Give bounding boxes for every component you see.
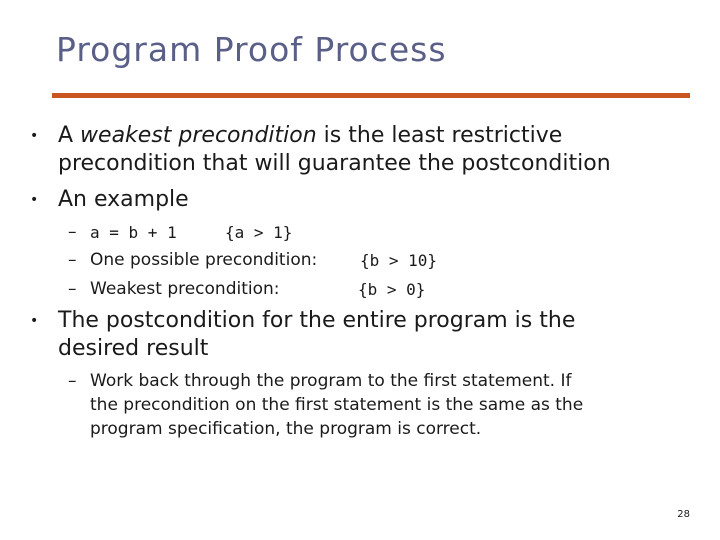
bullet-icon: • <box>30 313 39 329</box>
bullet-icon: • <box>30 128 39 144</box>
weakest-label: Weakest precondition: <box>90 279 280 299</box>
bullet1-emphasis: weakest precondition <box>80 123 317 148</box>
possible-value: {b > 10} <box>360 251 438 270</box>
title-divider <box>52 93 690 98</box>
example-code <box>90 218 293 248</box>
sub3-line1: Work back through the program to the first statement. If <box>90 371 572 391</box>
dash-icon: – <box>68 279 77 299</box>
dash-icon: – <box>68 371 77 391</box>
possible-label: One possible precondition: <box>90 250 318 270</box>
bullet1-pre: A <box>58 123 81 148</box>
bullet3-line1: The postcondition for the entire program is the <box>58 308 576 333</box>
code-postcondition: {a > 1} <box>225 223 293 242</box>
sub3-line2: the precondition on the first statement is the same as the <box>90 395 584 415</box>
code-statement: a = b + 1 <box>90 223 177 242</box>
page-number: 28 <box>677 509 690 520</box>
example-possible <box>90 246 438 275</box>
bullet1-post: is the least restrictive <box>316 123 563 148</box>
weakest-value: {b > 0} <box>358 280 426 299</box>
bullet-icon: • <box>30 192 39 208</box>
bullet1-line2: precondition that will guarantee the postcondition <box>58 151 611 176</box>
dash-icon: – <box>68 222 77 242</box>
sub-work-back-text <box>90 369 670 441</box>
slide-title: Program Proof Process <box>56 30 447 69</box>
bullet2-text: An example <box>58 187 189 212</box>
example-weakest <box>90 275 426 304</box>
sub3-line3: program specification, the program is correct. <box>90 419 482 439</box>
bullet-text-line1 <box>58 122 562 150</box>
dash-icon: – <box>68 250 77 270</box>
bullet3-line2: desired result <box>58 336 209 361</box>
